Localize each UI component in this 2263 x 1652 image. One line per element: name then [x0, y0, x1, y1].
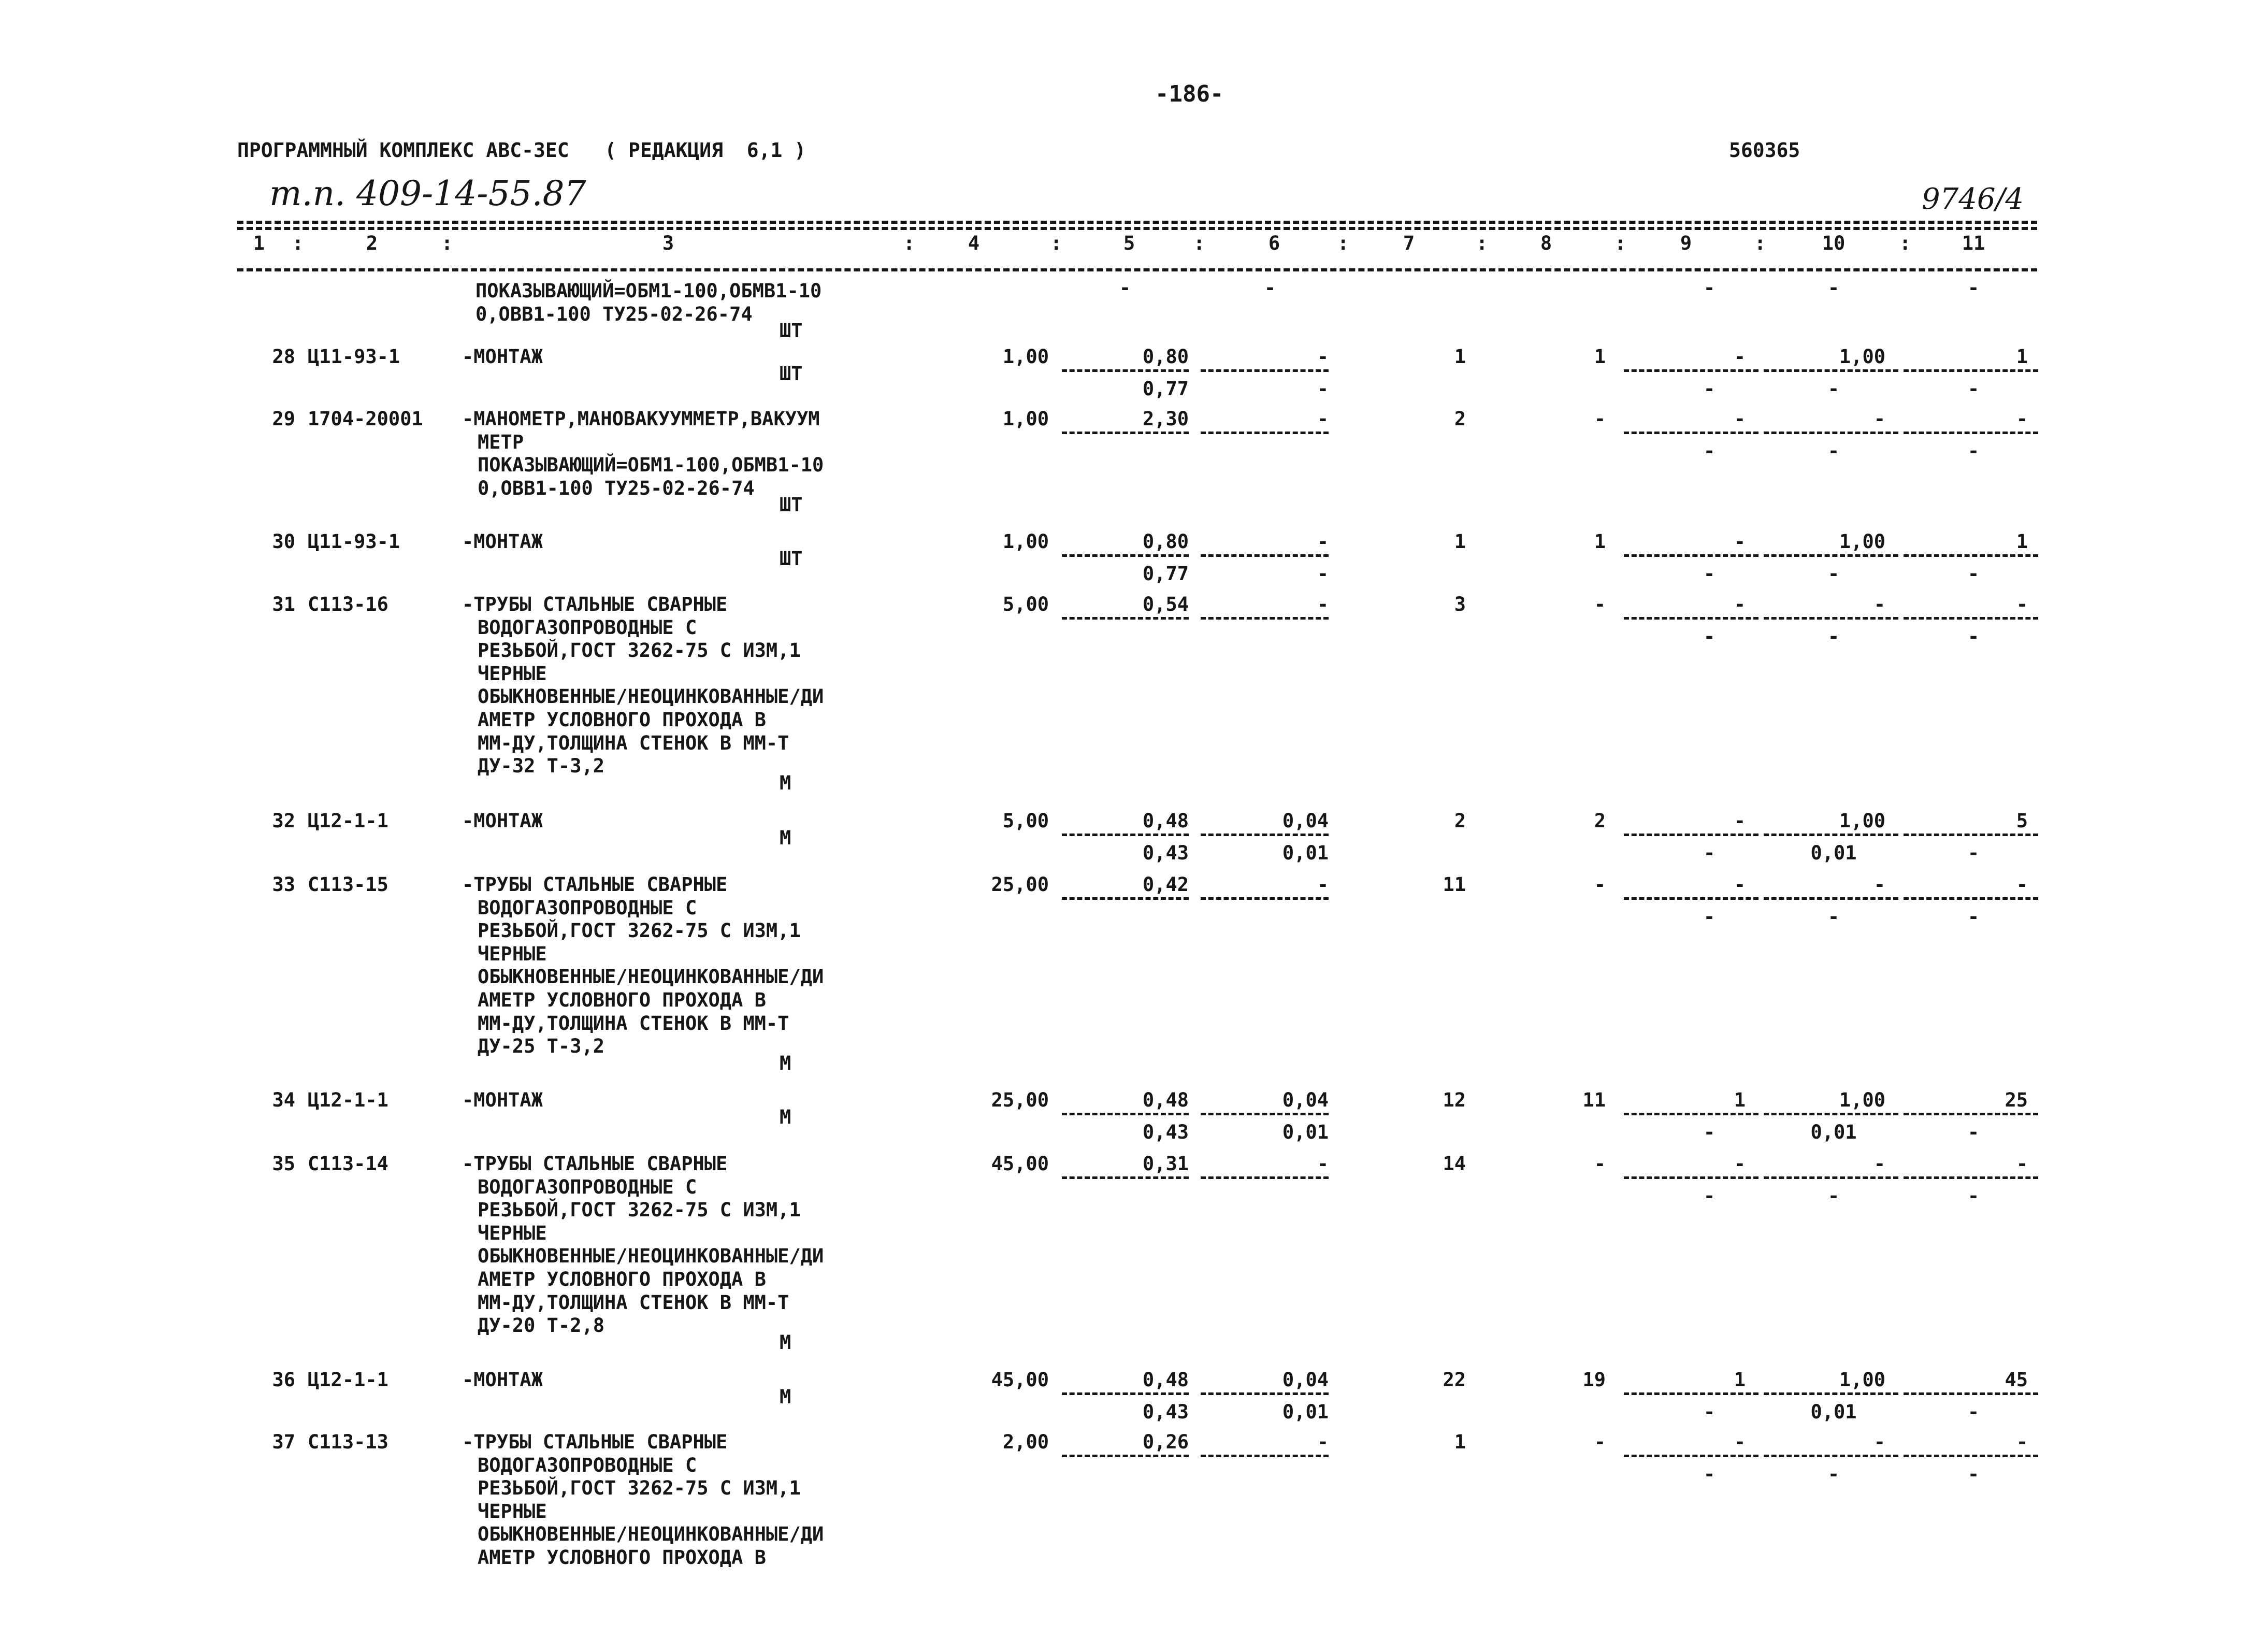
- row-value-c6: -: [1317, 408, 1329, 430]
- row-value-c8: -: [1594, 1431, 1606, 1453]
- row-unit: ШТ: [780, 494, 803, 516]
- row-value-c11: 25: [2005, 1089, 2028, 1111]
- row-unit: ШТ: [780, 320, 803, 342]
- cell-separator: [1201, 1176, 1329, 1179]
- row-description-line: -МОНТАЖ: [462, 530, 543, 553]
- cell-separator: [1062, 1113, 1189, 1115]
- row-position-number: 31: [272, 593, 295, 615]
- row-description-line: ЧЕРНЫЕ: [478, 662, 547, 685]
- row-value-c10: -: [1873, 1153, 1885, 1175]
- cell-separator: [1201, 369, 1329, 372]
- cell-separator: [1764, 369, 1898, 372]
- row-marker: -: [1967, 378, 1980, 400]
- row-value-c8: 19: [1582, 1369, 1606, 1391]
- cell-separator: [1624, 432, 1758, 434]
- row-description-line: ВОДОГАЗОПРОВОДНЫЕ С: [478, 1454, 697, 1476]
- row-marker: -: [1827, 1463, 1840, 1485]
- row-value-qty: 1,00: [1002, 408, 1049, 430]
- program-title: ПРОГРАММНЫЙ КОМПЛЕКС АВС-3ЕС ( РЕДАКЦИЯ 6,1 ): [237, 139, 806, 162]
- cell-separator: [1201, 834, 1329, 836]
- row-value-c7: 2: [1454, 408, 1466, 430]
- row-value-c7: 1: [1454, 530, 1466, 553]
- column-header-3: 3: [662, 232, 674, 254]
- row-value-c5: 0,54: [1142, 593, 1189, 615]
- row-description-line: -ТРУБЫ СТАЛЬНЫЕ СВАРНЫЕ: [462, 1431, 728, 1453]
- row-description-line: ЧЕРНЫЕ: [478, 1500, 547, 1522]
- document-code: 560365: [1729, 139, 1800, 162]
- cell-separator: [1764, 1113, 1898, 1115]
- row-value-c11: -: [2016, 408, 2028, 430]
- cell-separator: [1624, 1176, 1758, 1179]
- cell-separator: [1624, 1392, 1758, 1395]
- cell-separator: [1624, 1113, 1758, 1115]
- row-value-c6-second: 0,01: [1282, 842, 1329, 864]
- row-description-line: ПОКАЗЫВАЮЩИЙ=ОБМ1-100,ОБМВ1-10: [475, 280, 822, 302]
- row-value-c9: -: [1734, 1153, 1746, 1175]
- row-code: С113-14: [308, 1153, 388, 1175]
- row-value-c9: -: [1734, 530, 1746, 553]
- row-value-qty: 45,00: [991, 1369, 1049, 1391]
- row-value-c6: -: [1317, 873, 1329, 896]
- row-marker: -: [1967, 842, 1980, 864]
- row-description-line: РЕЗЬБОЙ,ГОСТ 3262-75 С ИЗМ,1: [478, 1199, 801, 1222]
- sheet-reference: 9746/4: [1922, 182, 2024, 216]
- row-value-c11: 1: [2016, 346, 2028, 368]
- row-value-c6-second: 0,01: [1282, 1121, 1329, 1143]
- cell-separator: [1764, 432, 1898, 434]
- cell-separator: [1764, 1176, 1898, 1179]
- row-unit: ШТ: [780, 547, 803, 570]
- row-position-number: 30: [272, 530, 295, 553]
- row-marker: -: [1827, 563, 1840, 585]
- row-marker: -: [1967, 1463, 1980, 1485]
- row-marker: 0,01: [1810, 1401, 1857, 1423]
- cell-separator: [1062, 554, 1189, 557]
- row-value-qty: 5,00: [1002, 593, 1049, 615]
- cell-separator: [1904, 432, 2038, 434]
- row-description-line: ВОДОГАЗОПРОВОДНЫЕ С: [478, 1175, 697, 1198]
- row-value-c8: 1: [1594, 346, 1606, 368]
- column-separator: :: [903, 232, 915, 254]
- column-header-10: 10: [1822, 232, 1846, 254]
- cell-separator: [1624, 369, 1758, 372]
- row-value-c10: 1,00: [1839, 1089, 1885, 1111]
- row-description-line: ОБЫКНОВЕННЫЕ/НЕОЦИНКОВАННЫЕ/ДИ: [478, 966, 824, 988]
- row-marker: -: [1703, 842, 1716, 864]
- project-reference: т.п. 409-14-55.87: [269, 174, 586, 213]
- row-description-line: ДУ-32 Т-3,2: [478, 755, 605, 778]
- cell-separator: [1764, 617, 1898, 620]
- row-description-line: ОБЫКНОВЕННЫЕ/НЕОЦИНКОВАННЫЕ/ДИ: [478, 685, 824, 708]
- row-value-c10: 1,00: [1839, 810, 1885, 832]
- row-value-qty: 25,00: [991, 873, 1049, 896]
- row-value-c9: -: [1734, 408, 1746, 430]
- row-description-line: ДУ-20 Т-2,8: [478, 1314, 605, 1337]
- cell-separator: [1904, 1113, 2038, 1115]
- row-marker: -: [1967, 906, 1980, 928]
- row-value-c9: -: [1734, 810, 1746, 832]
- row-marker: -: [1703, 563, 1716, 585]
- row-value-qty: 2,00: [1002, 1431, 1049, 1453]
- row-value-c11: -: [2016, 1153, 2028, 1175]
- cell-separator: [1904, 1455, 2038, 1457]
- row-description-line: 0,ОВВ1-100 ТУ25-02-26-74: [478, 477, 755, 499]
- row-description-line: ММ-ДУ,ТОЛЩИНА СТЕНОК В ММ-Т: [478, 1291, 789, 1314]
- row-value-c10: -: [1873, 408, 1885, 430]
- column-separator: :: [1899, 232, 1911, 254]
- cell-separator: [1062, 617, 1189, 620]
- row-value-c9: -: [1734, 593, 1746, 615]
- row-marker: -: [1967, 1121, 1980, 1143]
- row-value-c8: 1: [1594, 530, 1606, 553]
- cell-separator: [1624, 617, 1758, 620]
- column-header-9: 9: [1680, 232, 1692, 254]
- column-header-8: 8: [1540, 232, 1552, 254]
- cell-separator: [1201, 617, 1329, 620]
- row-value-c8: -: [1594, 1153, 1606, 1175]
- row-marker: -: [1967, 1185, 1980, 1207]
- row-position-number: 29: [272, 408, 295, 430]
- row-marker: -: [1703, 378, 1716, 400]
- column-separator: :: [1050, 232, 1062, 254]
- row-marker: -: [1703, 440, 1716, 462]
- row-description-line: ММ-ДУ,ТОЛЩИНА СТЕНОК В ММ-Т: [478, 1012, 789, 1035]
- row-unit: М: [780, 1105, 791, 1128]
- row-marker: -: [1967, 563, 1980, 585]
- row-value-c11: -: [2016, 1431, 2028, 1453]
- row-value-c8: -: [1594, 408, 1606, 430]
- row-code: С113-13: [308, 1431, 388, 1453]
- row-value-c5: 0,80: [1142, 346, 1189, 368]
- row-marker: -: [1703, 1185, 1716, 1207]
- cell-separator: [1201, 1113, 1329, 1115]
- row-marker: -: [1827, 277, 1840, 299]
- column-separator: :: [1615, 232, 1626, 254]
- row-value-c11: -: [2016, 593, 2028, 615]
- row-position-number: 37: [272, 1431, 295, 1453]
- cell-separator: [1062, 1455, 1189, 1457]
- cell-separator: [1764, 554, 1898, 557]
- cell-separator: [1904, 897, 2038, 900]
- row-marker: -: [1703, 1463, 1716, 1485]
- row-description-line: ЧЕРНЫЕ: [478, 1222, 547, 1244]
- row-marker: -: [1827, 1185, 1840, 1207]
- page-number: -186-: [1155, 81, 1224, 107]
- row-description-line: -МОНТАЖ: [462, 1089, 543, 1111]
- row-description-line: АМЕТР УСЛОВНОГО ПРОХОДА В: [478, 989, 766, 1011]
- row-value-c6-second: 0,01: [1282, 1401, 1329, 1423]
- row-value-c7: 2: [1454, 810, 1466, 832]
- row-value-c5: 0,31: [1142, 1153, 1189, 1175]
- row-description-line: ОБЫКНОВЕННЫЕ/НЕОЦИНКОВАННЫЕ/ДИ: [478, 1523, 824, 1546]
- header-bottom-rule: [237, 268, 2037, 271]
- row-value-c7: 3: [1454, 593, 1466, 615]
- row-marker: -: [1119, 277, 1131, 299]
- row-marker: -: [1703, 277, 1716, 299]
- row-unit: ШТ: [780, 362, 803, 385]
- row-marker: -: [1703, 625, 1716, 648]
- row-value-c5: 0,48: [1142, 1089, 1189, 1111]
- row-code: Ц12-1-1: [308, 810, 388, 832]
- cell-separator: [1624, 897, 1758, 900]
- row-value-c6: -: [1317, 1431, 1329, 1453]
- row-value-c5-second: 0,43: [1142, 842, 1189, 864]
- row-description-line: -ТРУБЫ СТАЛЬНЫЕ СВАРНЫЕ: [462, 1153, 728, 1175]
- row-value-c5-second: 0,43: [1142, 1401, 1189, 1423]
- cell-separator: [1062, 1392, 1189, 1395]
- row-value-qty: 5,00: [1002, 810, 1049, 832]
- column-header-5: 5: [1123, 232, 1135, 254]
- cell-separator: [1764, 897, 1898, 900]
- cell-separator: [1764, 1455, 1898, 1457]
- row-description-line: -ТРУБЫ СТАЛЬНЫЕ СВАРНЫЕ: [462, 593, 728, 615]
- row-description-line: ММ-ДУ,ТОЛЩИНА СТЕНОК В ММ-Т: [478, 731, 789, 754]
- row-description-line: ВОДОГАЗОПРОВОДНЫЕ С: [478, 616, 697, 639]
- column-separator: :: [1754, 232, 1766, 254]
- row-description-line: МЕТР: [478, 430, 524, 453]
- row-position-number: 35: [272, 1153, 295, 1175]
- row-value-c5-second: 0,43: [1142, 1121, 1189, 1143]
- row-value-c10: 1,00: [1839, 1369, 1885, 1391]
- column-separator: :: [1476, 232, 1488, 254]
- row-code: Ц11-93-1: [308, 346, 400, 368]
- row-description-line: АМЕТР УСЛОВНОГО ПРОХОДА В: [478, 1546, 766, 1569]
- top-rule: [237, 221, 2037, 224]
- row-value-c9: -: [1734, 346, 1746, 368]
- cell-separator: [1624, 834, 1758, 836]
- row-code: Ц11-93-1: [308, 530, 400, 553]
- cell-separator: [1201, 432, 1329, 434]
- row-marker: -: [1827, 440, 1840, 462]
- row-description-line: ОБЫКНОВЕННЫЕ/НЕОЦИНКОВАННЫЕ/ДИ: [478, 1245, 824, 1268]
- row-description-line: ПОКАЗЫВАЮЩИЙ=ОБМ1-100,ОБМВ1-10: [478, 454, 824, 477]
- row-value-c10: -: [1873, 593, 1885, 615]
- cell-separator: [1904, 1176, 2038, 1179]
- row-value-qty: 1,00: [1002, 346, 1049, 368]
- row-marker: 0,01: [1810, 1121, 1857, 1143]
- row-value-c8: -: [1594, 873, 1606, 896]
- row-description-line: -МОНТАЖ: [462, 1369, 543, 1391]
- cell-separator: [1201, 1455, 1329, 1457]
- row-description-line: АМЕТР УСЛОВНОГО ПРОХОДА В: [478, 709, 766, 731]
- column-header-7: 7: [1403, 232, 1415, 254]
- column-header-4: 4: [968, 232, 980, 254]
- row-description-line: -МОНТАЖ: [462, 346, 543, 368]
- row-value-c5: 0,48: [1142, 810, 1189, 832]
- cell-separator: [1764, 834, 1898, 836]
- row-value-c5-second: 0,77: [1142, 378, 1189, 400]
- row-description-line: РЕЗЬБОЙ,ГОСТ 3262-75 С ИЗМ,1: [478, 639, 801, 662]
- row-marker: -: [1703, 1401, 1716, 1423]
- cell-separator: [1624, 554, 1758, 557]
- row-value-c10: -: [1873, 1431, 1885, 1453]
- row-code: 1704-20001: [308, 408, 423, 430]
- row-description-line: АМЕТР УСЛОВНОГО ПРОХОДА В: [478, 1268, 766, 1290]
- row-value-qty: 45,00: [991, 1153, 1049, 1175]
- row-description-line: 0,ОВВ1-100 ТУ25-02-26-74: [475, 303, 753, 325]
- cell-separator: [1062, 834, 1189, 836]
- row-marker: 0,01: [1810, 842, 1857, 864]
- row-value-c7: 11: [1443, 873, 1466, 896]
- row-value-c7: 1: [1454, 346, 1466, 368]
- row-value-c10: 1,00: [1839, 346, 1885, 368]
- row-code: Ц12-1-1: [308, 1089, 388, 1111]
- row-position-number: 36: [272, 1369, 295, 1391]
- row-value-c5: 0,80: [1142, 530, 1189, 553]
- row-position-number: 28: [272, 346, 295, 368]
- row-value-c6: -: [1317, 593, 1329, 615]
- row-value-c11: 5: [2016, 810, 2028, 832]
- row-value-c8: -: [1594, 593, 1606, 615]
- row-unit: М: [780, 1385, 791, 1408]
- row-value-c6-second: -: [1317, 563, 1329, 585]
- row-unit: М: [780, 1052, 791, 1074]
- row-description-line: -ТРУБЫ СТАЛЬНЫЕ СВАРНЫЕ: [462, 873, 728, 896]
- cell-separator: [1201, 554, 1329, 557]
- row-value-c6: -: [1317, 530, 1329, 553]
- row-unit: М: [780, 1331, 791, 1354]
- row-value-c7: 12: [1443, 1089, 1466, 1111]
- row-unit: М: [780, 771, 791, 794]
- top-rule-2: [237, 227, 2037, 230]
- row-description-line: ВОДОГАЗОПРОВОДНЫЕ С: [478, 896, 697, 919]
- row-value-c7: 22: [1443, 1369, 1466, 1391]
- row-position-number: 34: [272, 1089, 295, 1111]
- cell-separator: [1062, 1176, 1189, 1179]
- row-value-c5: 0,48: [1142, 1369, 1189, 1391]
- row-value-c7: 1: [1454, 1431, 1466, 1453]
- row-code: Ц12-1-1: [308, 1369, 388, 1391]
- cell-separator: [1904, 1392, 2038, 1395]
- cell-separator: [1201, 897, 1329, 900]
- row-value-c11: -: [2016, 873, 2028, 896]
- cell-separator: [1904, 834, 2038, 836]
- cell-separator: [1624, 1455, 1758, 1457]
- row-value-qty: 25,00: [991, 1089, 1049, 1111]
- row-value-c6: 0,04: [1282, 1369, 1329, 1391]
- column-separator: :: [292, 232, 304, 254]
- row-value-c8: 2: [1594, 810, 1606, 832]
- cell-separator: [1904, 554, 2038, 557]
- row-value-c8: 11: [1582, 1089, 1606, 1111]
- row-value-c9: -: [1734, 873, 1746, 896]
- row-value-c5-second: 0,77: [1142, 563, 1189, 585]
- cell-separator: [1904, 369, 2038, 372]
- row-description-line: ЧЕРНЫЕ: [478, 942, 547, 965]
- cell-separator: [1904, 617, 2038, 620]
- column-header-2: 2: [366, 232, 378, 254]
- row-value-c9: 1: [1734, 1089, 1746, 1111]
- row-marker: -: [1967, 440, 1980, 462]
- row-value-c7: 14: [1443, 1153, 1466, 1175]
- row-value-c10: 1,00: [1839, 530, 1885, 553]
- row-value-c6-second: -: [1317, 378, 1329, 400]
- row-description-line: РЕЗЬБОЙ,ГОСТ 3262-75 С ИЗМ,1: [478, 1477, 801, 1500]
- row-marker: -: [1827, 378, 1840, 400]
- row-description-line: РЕЗЬБОЙ,ГОСТ 3262-75 С ИЗМ,1: [478, 920, 801, 942]
- row-value-c9: -: [1734, 1431, 1746, 1453]
- row-marker: -: [1703, 1121, 1716, 1143]
- row-value-c5: 0,26: [1142, 1431, 1189, 1453]
- column-separator: :: [1337, 232, 1349, 254]
- column-header-1: 1: [253, 232, 265, 254]
- row-description-line: ДУ-25 Т-3,2: [478, 1035, 605, 1058]
- row-description-line: -МОНТАЖ: [462, 810, 543, 832]
- row-marker: -: [1967, 277, 1980, 299]
- row-value-c6: -: [1317, 1153, 1329, 1175]
- row-value-c11: 1: [2016, 530, 2028, 553]
- column-separator: :: [1193, 232, 1205, 254]
- row-position-number: 33: [272, 873, 295, 896]
- row-value-c11: 45: [2005, 1369, 2028, 1391]
- cell-separator: [1062, 369, 1189, 372]
- row-marker: -: [1703, 906, 1716, 928]
- row-marker: -: [1827, 906, 1840, 928]
- cell-separator: [1764, 1392, 1898, 1395]
- row-marker: -: [1967, 625, 1980, 648]
- row-marker: -: [1967, 1401, 1980, 1423]
- row-value-c6: 0,04: [1282, 810, 1329, 832]
- row-value-qty: 1,00: [1002, 530, 1049, 553]
- row-marker: -: [1264, 277, 1276, 299]
- column-separator: :: [441, 232, 453, 254]
- row-code: С113-15: [308, 873, 388, 896]
- row-description-line: -МАНОМЕТР,МАНОВАКУУММЕТР,ВАКУУМ: [462, 408, 820, 430]
- cell-separator: [1201, 1392, 1329, 1395]
- column-header-6: 6: [1268, 232, 1280, 254]
- column-header-11: 11: [1962, 232, 1985, 254]
- row-position-number: 32: [272, 810, 295, 832]
- row-code: С113-16: [308, 593, 388, 615]
- row-marker: -: [1827, 625, 1840, 648]
- row-value-c6: -: [1317, 346, 1329, 368]
- row-value-c5: 0,42: [1142, 873, 1189, 896]
- cell-separator: [1062, 432, 1189, 434]
- cell-separator: [1062, 897, 1189, 900]
- row-unit: М: [780, 826, 791, 849]
- row-value-c6: 0,04: [1282, 1089, 1329, 1111]
- row-value-c10: -: [1873, 873, 1885, 896]
- row-value-c5: 2,30: [1142, 408, 1189, 430]
- row-value-c9: 1: [1734, 1369, 1746, 1391]
